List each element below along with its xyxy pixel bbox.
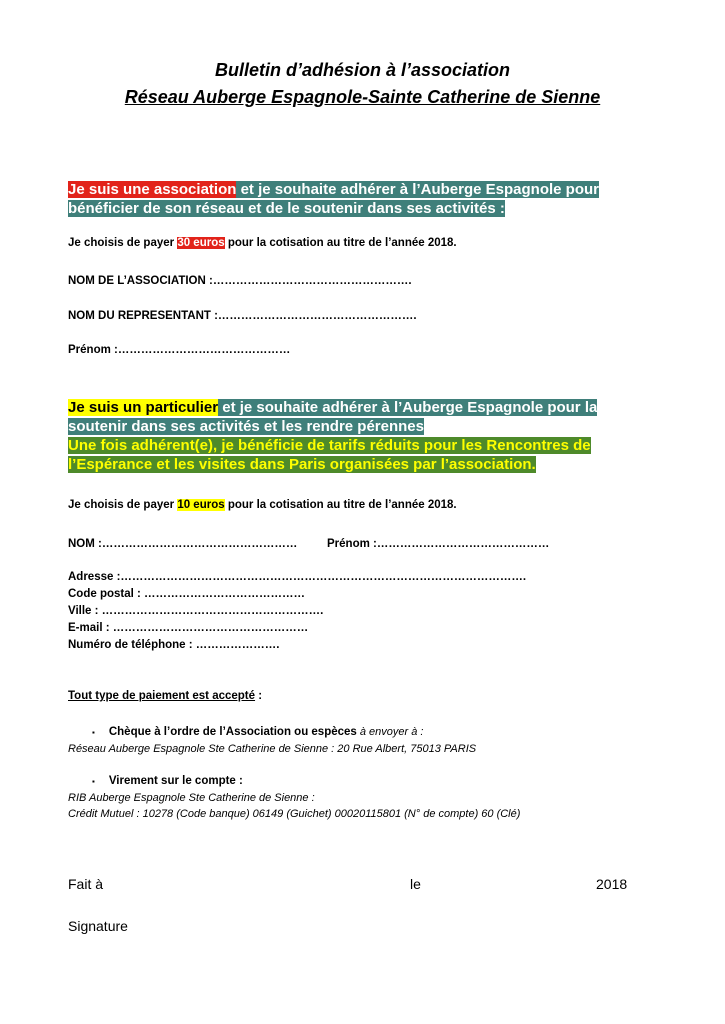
virement-item: ▪ Virement sur le compte : (92, 775, 243, 787)
association-highlight: Je suis une association (68, 181, 237, 198)
payment-heading: Tout type de paiement est accepté : (68, 690, 263, 702)
cheque-item: ▪ Chèque à l’ordre de l’Association ou espèces à envoyer à : (92, 726, 424, 738)
association-name: Réseau Auberge Espagnole-Sainte Catherine de Sienne (124, 87, 601, 107)
email-field[interactable]: E-mail : …………………………………………… (68, 622, 309, 634)
rib-line-2: Crédit Mutuel : 10278 (Code banque) 06149 (Guichet) 00020115801 (N° de compte) 60 (Clé) (68, 808, 521, 820)
year-label: 2018 (596, 876, 628, 892)
association-name-field[interactable]: NOM DE L’ASSOCIATION :……………………………………………. (68, 275, 412, 287)
particulier-price: 10 euros (177, 499, 225, 511)
particulier-highlight: Je suis un particulier (68, 399, 219, 416)
association-payment-line: Je choisis de payer 30 euros pour la cotisation au titre de l’année 2018. (68, 237, 457, 249)
code-postal-field[interactable]: Code postal : …………………………………… (68, 588, 306, 600)
nom-field[interactable]: NOM :…………………………………………… (68, 538, 298, 550)
bullet-icon: ▪ (92, 728, 95, 737)
association-banner-text: et je souhaite adhérer à l’Auberge Espagnole pour (236, 181, 599, 198)
association-price: 30 euros (177, 237, 225, 249)
association-banner-line2: bénéficier de son réseau et de le soutenir dans ses activités : (68, 200, 505, 217)
particulier-banner-line2: soutenir dans ses activités et les rendre pérennes (68, 418, 424, 435)
particulier-payment-line: Je choisis de payer 10 euros pour la cotisation au titre de l’année 2018. (68, 499, 457, 511)
representative-firstname-field[interactable]: Prénom :……………………………………… (68, 344, 291, 356)
particulier-benefit-line2: l’Espérance et les visites dans Paris organisées par l’association. (68, 456, 536, 473)
document-subtitle (0, 87, 725, 108)
signature-label: Signature (68, 918, 128, 934)
rib-line-1: RIB Auberge Espagnole Ste Catherine de Sienne : (68, 792, 315, 804)
ville-field[interactable]: Ville : …………………………………………………. (68, 605, 324, 617)
particulier-banner-line1: Je suis un particulier et je souhaite adhérer à l’Auberge Espagnole pour la (68, 399, 598, 416)
fait-a-label: Fait à (68, 876, 104, 892)
bullet-icon: ▪ (92, 777, 95, 786)
date-label: le (410, 876, 421, 892)
association-banner-line1 (68, 180, 599, 199)
particulier-benefit-line1: Une fois adhérent(e), je bénéficie de tarifs réduits pour les Rencontres de (68, 437, 591, 454)
representative-name-field[interactable]: NOM DU REPRESENTANT :……………………………………………. (68, 310, 417, 322)
document-title: Bulletin d’adhésion à l’association (214, 60, 511, 80)
adresse-field[interactable]: Adresse :……………………………………………………………………………………………. (68, 571, 527, 583)
prenom-field[interactable]: Prénom :……………………………………… (327, 538, 550, 550)
telephone-field[interactable]: Numéro de téléphone : …………………. (68, 639, 280, 651)
cheque-address: Réseau Auberge Espagnole Ste Catherine de Sienne : 20 Rue Albert, 75013 PARIS (68, 743, 477, 755)
